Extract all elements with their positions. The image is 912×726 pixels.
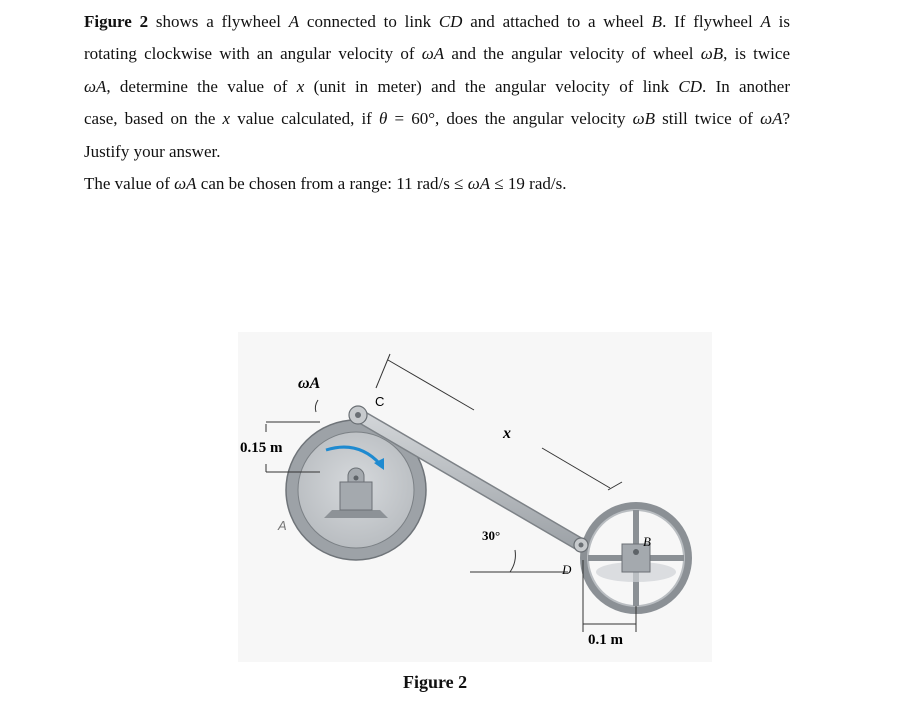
support-block <box>340 482 372 510</box>
text-segment: ≤ 19 rad/s. <box>490 174 567 194</box>
problem-line-5: Justify your answer. <box>84 141 221 161</box>
support-base <box>324 510 388 518</box>
pin-c-center <box>355 412 361 418</box>
pin-d-center <box>579 543 584 548</box>
label-angle-30: 30° <box>482 528 501 543</box>
text-segment: value calculated, if <box>230 109 379 129</box>
text-segment: still twice of <box>655 109 761 129</box>
var-omega-b: ωB <box>632 109 656 129</box>
mechanism-diagram <box>238 332 712 662</box>
text-segment: case, based on the <box>84 109 223 129</box>
var-cd: CD <box>438 12 463 31</box>
text-segment: shows a flywheel <box>148 12 289 31</box>
label-x: x <box>503 425 511 442</box>
var-omega-a: ωA <box>760 109 783 129</box>
label-c: C <box>375 394 385 409</box>
text-segment: rotating clockwise with an angular velocity of <box>84 44 422 64</box>
label-015m: 0.15 m <box>240 440 283 456</box>
label-b: B <box>643 534 651 549</box>
text-segment: and the angular velocity of wheel <box>444 44 701 64</box>
var-b: B <box>651 12 663 31</box>
label-omega-a: ωA <box>298 375 321 392</box>
text-segment: , determine the value of <box>106 76 297 96</box>
var-omega-a: ωA <box>174 174 197 194</box>
text-segment: and attached to a wheel <box>462 12 652 31</box>
figure-reference: Figure 2 <box>84 12 149 31</box>
text-segment: = 60°, does the angular velocity <box>387 109 633 129</box>
figure-caption: Figure 2 <box>403 672 468 692</box>
wheel-axle <box>633 549 639 555</box>
var-a: A <box>760 12 771 31</box>
text-segment: (unit in meter) and the angular velocity of link <box>304 76 679 96</box>
problem-line-1 <box>84 6 790 38</box>
problem-line-4 <box>84 103 790 135</box>
var-x: x <box>222 109 231 129</box>
label-a: A <box>278 518 287 533</box>
text-segment: . In another <box>702 76 790 96</box>
var-omega-a: ωA <box>467 174 491 194</box>
label-01m: 0.1 m <box>588 632 623 648</box>
var-cd: CD <box>678 76 703 96</box>
var-theta: θ <box>378 109 388 129</box>
text-segment: is <box>770 12 790 31</box>
text-segment: connected to link <box>299 12 439 31</box>
var-omega-b: ωB <box>700 44 724 64</box>
var-a: A <box>288 12 300 31</box>
text-segment: . If flywheel <box>662 12 761 31</box>
text-segment: The value of <box>84 174 175 194</box>
label-d: D <box>562 562 572 577</box>
support-pin <box>354 476 359 481</box>
var-x: x <box>296 76 305 96</box>
problem-line-3 <box>84 71 790 103</box>
text-segment: can be chosen from a range: 11 rad/s ≤ <box>196 174 468 194</box>
var-omega-a: ωA <box>421 44 445 64</box>
problem-line-2 <box>84 38 790 70</box>
problem-line-6 <box>84 168 790 200</box>
var-omega-a: ωA <box>84 76 107 96</box>
text-segment: ? <box>782 109 790 129</box>
problem-statement <box>84 6 790 200</box>
text-segment: , is twice <box>723 44 790 64</box>
